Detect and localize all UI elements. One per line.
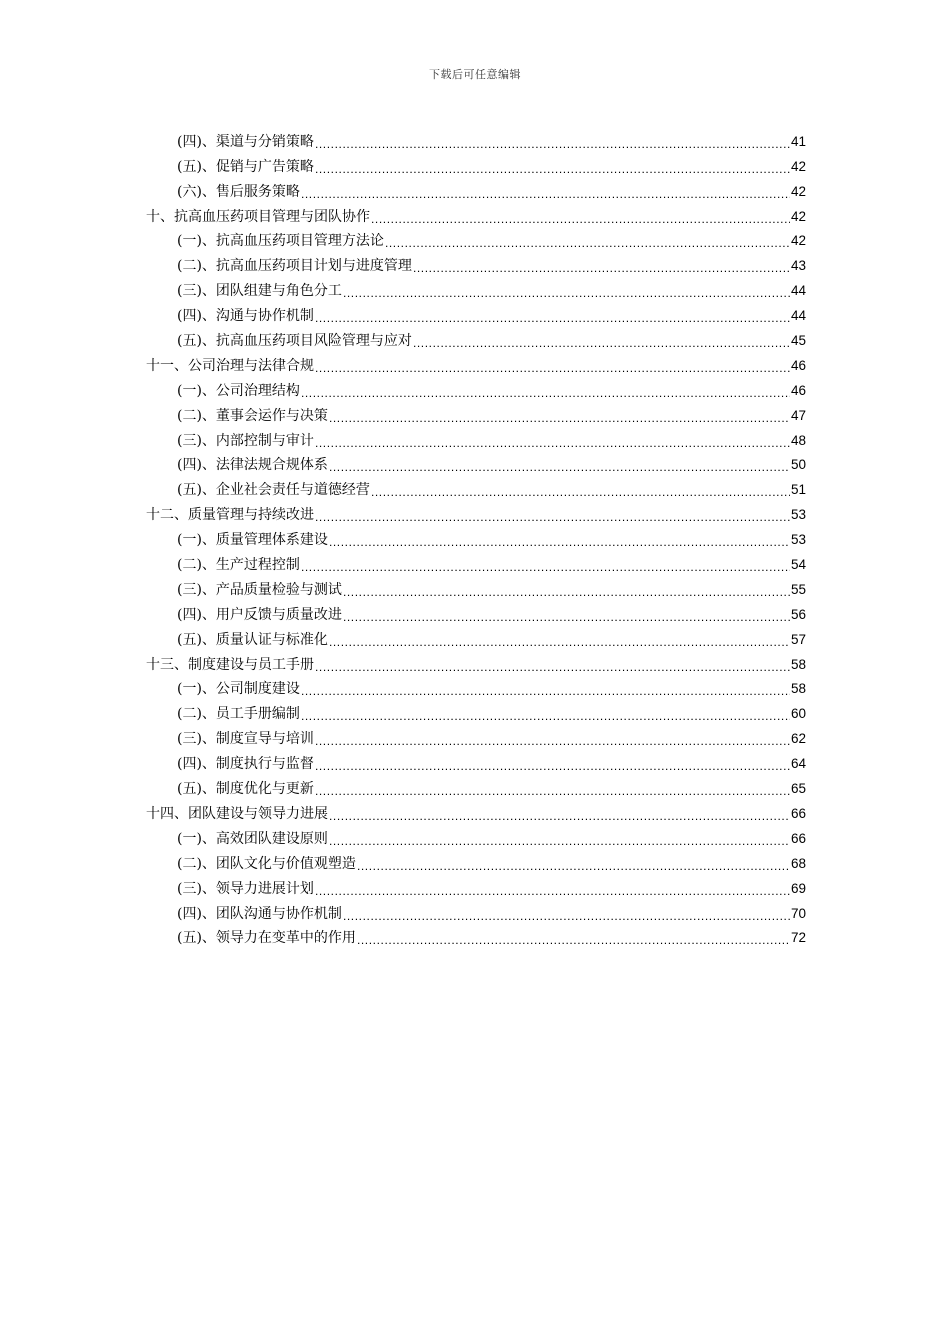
- toc-page-number: 69: [790, 880, 806, 896]
- toc-entry-title: 十一、公司治理与法律合规: [146, 357, 314, 374]
- toc-page-number: 55: [790, 581, 806, 597]
- toc-entry-title: (一)、质量管理体系建设: [177, 532, 328, 549]
- toc-dot-leader: [385, 236, 790, 250]
- toc-section-entry[interactable]: [146, 375, 806, 400]
- toc-page-number: 66: [790, 830, 806, 846]
- toc-entry-title: (三)、产品质量检验与测试: [177, 581, 342, 598]
- toc-dot-leader: [315, 162, 790, 176]
- toc-entry-title: (五)、质量认证与标准化: [177, 631, 328, 648]
- toc-entry-title: (二)、员工手册编制: [177, 706, 300, 723]
- toc-page-number: 65: [790, 781, 806, 797]
- toc-dot-leader: [315, 361, 790, 375]
- toc-section-entry[interactable]: [146, 848, 806, 873]
- toc-page-number: 42: [790, 183, 806, 199]
- toc-page-number: 56: [790, 606, 806, 622]
- toc-page-number: 66: [790, 805, 806, 821]
- toc-dot-leader: [315, 137, 790, 151]
- toc-page-number: 68: [790, 855, 806, 871]
- toc-dot-leader: [301, 187, 790, 201]
- toc-entry-title: (五)、抗高血压药项目风险管理与应对: [177, 333, 412, 350]
- toc-dot-leader: [315, 734, 790, 748]
- toc-section-entry[interactable]: [146, 599, 806, 624]
- toc-section-entry[interactable]: [146, 698, 806, 723]
- toc-section-entry[interactable]: [146, 474, 806, 499]
- toc-entry-title: 十四、团队建设与领导力进展: [146, 805, 328, 822]
- toc-page-number: 58: [790, 681, 806, 697]
- toc-page-number: 54: [790, 557, 806, 573]
- toc-section-entry[interactable]: [146, 898, 806, 923]
- toc-section-entry[interactable]: [146, 773, 806, 798]
- toc-dot-leader: [315, 759, 790, 773]
- toc-entry-title: (四)、沟通与协作机制: [177, 308, 314, 325]
- toc-entry-title: (一)、公司制度建设: [177, 681, 300, 698]
- toc-entry-title: (五)、领导力在变革中的作用: [177, 930, 356, 947]
- toc-page-number: 53: [790, 507, 806, 523]
- toc-page-number: 42: [790, 208, 806, 224]
- toc-section-entry[interactable]: [146, 624, 806, 649]
- toc-chapter-entry[interactable]: [146, 350, 806, 375]
- toc-section-entry[interactable]: [146, 275, 806, 300]
- page-header: 下载后可任意编辑: [429, 68, 521, 81]
- toc-page-number: 44: [790, 308, 806, 324]
- toc-page-number: 46: [790, 382, 806, 398]
- toc-page-number: 50: [790, 457, 806, 473]
- toc-section-entry[interactable]: [146, 674, 806, 699]
- toc-dot-leader: [329, 411, 790, 425]
- toc-page-number: 62: [790, 731, 806, 747]
- toc-page-number: 45: [790, 333, 806, 349]
- toc-page-number: 42: [790, 233, 806, 249]
- toc-entry-title: (五)、促销与广告策略: [177, 158, 314, 175]
- toc-page-number: 46: [790, 357, 806, 373]
- toc-entry-title: (四)、制度执行与监督: [177, 756, 314, 773]
- toc-chapter-entry[interactable]: [146, 201, 806, 226]
- toc-page-number: 70: [790, 905, 806, 921]
- toc-page-number: 64: [790, 756, 806, 772]
- toc-dot-leader: [413, 261, 790, 275]
- toc-dot-leader: [343, 909, 790, 923]
- toc-entry-title: 十三、制度建设与员工手册: [146, 656, 314, 673]
- toc-entry-title: (三)、领导力进展计划: [177, 880, 314, 897]
- toc-entry-title: (三)、制度宣导与培训: [177, 731, 314, 748]
- toc-entry-title: (二)、生产过程控制: [177, 557, 300, 574]
- toc-section-entry[interactable]: [146, 300, 806, 325]
- toc-section-entry[interactable]: [146, 549, 806, 574]
- toc-chapter-entry[interactable]: [146, 649, 806, 674]
- toc-dot-leader: [371, 212, 790, 226]
- toc-page-number: 42: [790, 158, 806, 174]
- toc-entry-title: (五)、企业社会责任与道德经营: [177, 482, 370, 499]
- toc-entry-title: (二)、董事会运作与决策: [177, 407, 328, 424]
- table-of-contents: [146, 126, 806, 947]
- toc-section-entry[interactable]: [146, 923, 806, 948]
- toc-entry-title: (五)、制度优化与更新: [177, 781, 314, 798]
- toc-dot-leader: [329, 809, 790, 823]
- toc-section-entry[interactable]: [146, 151, 806, 176]
- toc-dot-leader: [357, 933, 790, 947]
- toc-section-entry[interactable]: [146, 873, 806, 898]
- toc-section-entry[interactable]: [146, 176, 806, 201]
- toc-dot-leader: [371, 485, 790, 499]
- toc-page-number: 60: [790, 706, 806, 722]
- toc-dot-leader: [315, 784, 790, 798]
- toc-dot-leader: [343, 286, 790, 300]
- toc-dot-leader: [357, 859, 790, 873]
- toc-page-number: 53: [790, 532, 806, 548]
- toc-chapter-entry[interactable]: [146, 499, 806, 524]
- toc-dot-leader: [343, 610, 790, 624]
- toc-dot-leader: [413, 336, 790, 350]
- toc-entry-title: (四)、团队沟通与协作机制: [177, 905, 342, 922]
- toc-section-entry[interactable]: [146, 126, 806, 151]
- toc-dot-leader: [301, 386, 790, 400]
- toc-section-entry[interactable]: [146, 250, 806, 275]
- toc-dot-leader: [315, 510, 790, 524]
- toc-entry-title: (四)、用户反馈与质量改进: [177, 606, 342, 623]
- toc-dot-leader: [315, 436, 790, 450]
- toc-dot-leader: [329, 535, 790, 549]
- toc-dot-leader: [315, 311, 790, 325]
- toc-page-number: 72: [790, 930, 806, 946]
- toc-section-entry[interactable]: [146, 524, 806, 549]
- toc-section-entry[interactable]: [146, 574, 806, 599]
- toc-page-number: 57: [790, 631, 806, 647]
- toc-entry-title: (四)、法律法规合规体系: [177, 457, 328, 474]
- toc-dot-leader: [329, 834, 790, 848]
- toc-entry-title: (一)、公司治理结构: [177, 382, 300, 399]
- toc-page-number: 41: [790, 133, 806, 149]
- toc-section-entry[interactable]: [146, 723, 806, 748]
- toc-section-entry[interactable]: [146, 325, 806, 350]
- toc-page-number: 43: [790, 258, 806, 274]
- toc-section-entry[interactable]: [146, 450, 806, 475]
- toc-page-number: 44: [790, 283, 806, 299]
- toc-entry-title: (一)、高效团队建设原则: [177, 830, 328, 847]
- toc-dot-leader: [329, 460, 790, 474]
- toc-page-number: 51: [790, 482, 806, 498]
- toc-dot-leader: [329, 635, 790, 649]
- toc-dot-leader: [301, 560, 790, 574]
- toc-dot-leader: [301, 684, 790, 698]
- toc-page-number: 48: [790, 432, 806, 448]
- toc-entry-title: 十、抗高血压药项目管理与团队协作: [146, 208, 370, 225]
- toc-dot-leader: [315, 660, 790, 674]
- toc-section-entry[interactable]: [146, 823, 806, 848]
- toc-entry-title: (二)、团队文化与价值观塑造: [177, 855, 356, 872]
- toc-section-entry[interactable]: [146, 748, 806, 773]
- toc-section-entry[interactable]: [146, 400, 806, 425]
- toc-entry-title: (三)、内部控制与审计: [177, 432, 314, 449]
- toc-page-number: 58: [790, 656, 806, 672]
- toc-entry-title: (六)、售后服务策略: [177, 183, 300, 200]
- toc-section-entry[interactable]: [146, 226, 806, 251]
- toc-entry-title: 十二、质量管理与持续改进: [146, 507, 314, 524]
- toc-dot-leader: [343, 585, 790, 599]
- toc-chapter-entry[interactable]: [146, 798, 806, 823]
- toc-entry-title: (一)、抗高血压药项目管理方法论: [177, 233, 384, 250]
- toc-dot-leader: [315, 884, 790, 898]
- toc-entry-title: (三)、团队组建与角色分工: [177, 283, 342, 300]
- toc-entry-title: (二)、抗高血压药项目计划与进度管理: [177, 258, 412, 275]
- toc-entry-title: (四)、渠道与分销策略: [177, 133, 314, 150]
- toc-dot-leader: [301, 709, 790, 723]
- toc-page-number: 47: [790, 407, 806, 423]
- toc-section-entry[interactable]: [146, 425, 806, 450]
